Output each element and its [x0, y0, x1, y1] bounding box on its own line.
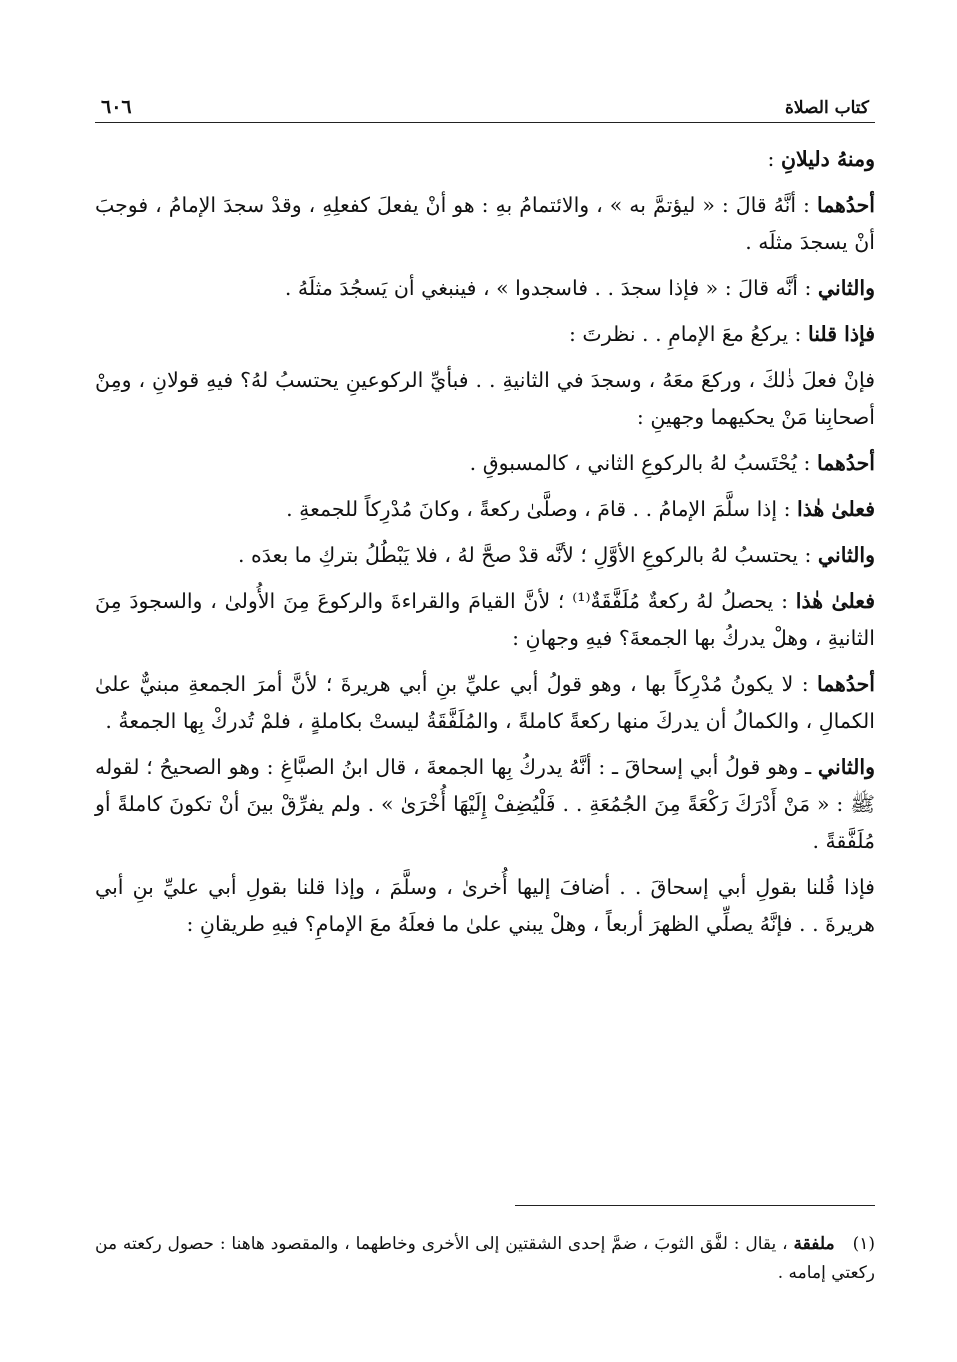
paragraph — [95, 666, 875, 740]
paragraph — [95, 537, 875, 574]
paragraph-text: : يحتسبُ لهُ بالركوعِ الأوَّلِ ؛ لأنَّه قدْ صحَّ لهُ ، فلا يَبْطُلُ بتركِ ما بعدَه . — [238, 543, 818, 567]
footnote-term: ملفقة — [793, 1234, 835, 1254]
paragraph-lead: ومنهُ دليلانِ — [780, 147, 875, 171]
footnote-number: (١) — [852, 1234, 875, 1254]
paragraph-text: : لا يكونُ مُدْرِكاً بها ، وهو قولُ أبي عليِّ بنِ أبي هريرةَ ؛ لأنَّ أمرَ الجمعةِ مبنيٌّ علىٰ الكمالِ ، والكمالُ أن يدركَ منها ركعةً كاملةً ، والمُلَفَّقَةُ ليستْ بكاملةٍ ، فلمْ تُدركْ بِها الجمعةُ . — [95, 672, 875, 733]
footnote-text: ، يقال : لفَّق الثوبَ ، ضمَّ إحدى الشقتين إلى الأخرى وخاطهما ، والمقصود هاهنا : حصول ركعته من ركعتي إمامه . — [95, 1234, 875, 1283]
paragraph — [95, 445, 875, 482]
paragraph-text: فإذا قُلنا بقولِ أبي إسحاقَ . . أضافَ إليها أُخرىٰ ، وسلَّمَ ، وإذا قلنا بقولِ أبي عليِّ بنِ أبي هريرةَ . . فإنَّهُ يصلِّي الظهرَ أربعاً ، وهلْ يبني علىٰ ما فعلَهُ معَ الإمامِ؟ فيهِ طريقانِ : — [95, 875, 875, 936]
paragraph-lead: والثاني — [817, 276, 875, 300]
paragraph-lead: فإذا قلنا — [807, 322, 875, 346]
page-number: ٦٠٦ — [101, 96, 132, 118]
paragraph — [95, 362, 875, 436]
page — [95, 80, 875, 952]
book-title: كتاب الصلاة — [784, 98, 869, 118]
paragraph-text: : أنَّه قالَ : « فإذا سجدَ . . فاسجدوا » ، فينبغي أن يَسجُدَ مثلَهُ . — [284, 276, 818, 300]
paragraph — [95, 316, 875, 353]
running-header — [95, 80, 875, 123]
paragraph — [95, 187, 875, 261]
paragraph-lead: أحدُهما — [816, 451, 875, 475]
paragraph-lead: فعلىٰ هٰذا — [797, 497, 875, 521]
paragraph-lead: أحدُهما — [816, 193, 875, 217]
paragraph-text: فإنْ فعلَ ذٰلكَ ، وركعَ معَهُ ، وسجدَ في الثانيةِ . . فبأيِّ الركوعينِ يحتسبُ لهُ؟ فيهِ قولانِ ، ومِنْ أصحابِنا مَنْ يحكيهما وجهينِ : — [95, 368, 875, 429]
body-text — [95, 141, 875, 943]
paragraph-text: : يحصلُ لهُ ركعةٌ مُلَفَّقَةٌ⁽¹⁾ ؛ لأنَّ القيامَ والقراءةَ والركوعَ مِنَ الأُولىٰ ، والسجودَ مِنَ الثانيةِ ، وهلْ يدركُ بها الجمعةَ؟ فيهِ وجهانِ : — [95, 589, 875, 650]
paragraph — [95, 869, 875, 943]
paragraph-text: : أنَّهُ قالَ : « ليؤتمَّ به » ، والائتمامُ بهِ : هو أنْ يفعلَ كفعلِهِ ، وقدْ سجدَ الإمامُ ، فوجبَ أنْ يسجدَ مثلَه . — [95, 193, 875, 254]
footnote — [95, 1230, 875, 1288]
paragraph-text: : — [767, 147, 781, 171]
paragraph-text: : إذا سلَّمَ الإمامُ . . قامَ ، وصلَّىٰ ركعةً ، وكانَ مُدْرِكاً للجمعةِ . — [286, 497, 798, 521]
paragraph-lead: أحدُهما — [816, 672, 875, 696]
paragraph — [95, 141, 875, 178]
paragraph — [95, 749, 875, 860]
paragraph — [95, 491, 875, 528]
paragraph-text: ـ وهو قولُ أبي إسحاقَ ـ : أنَّهُ يدركُ بِها الجمعةَ ، قال ابنُ الصبَّاغِ : وهو الصحيحُ ؛ لقوله ﷺ : « مَنْ أَدْرَكَ رَكْعَةً مِنَ الجُمُعَةِ . . فَلْيُضِفْ إِلَيْهَا أُخْرَىٰ » . ولم يفرِّقْ بينَ أنْ تكونَ كاملةً أو مُلَفَّقةً . — [95, 755, 875, 853]
paragraph — [95, 270, 875, 307]
paragraph — [95, 583, 875, 657]
paragraph-lead: والثاني — [817, 543, 875, 567]
paragraph-lead: فعلىٰ هٰذا — [795, 589, 876, 613]
paragraph-text: : يركعُ معَ الإمامِ . . نظرتَ : — [568, 322, 808, 346]
paragraph-text: : يُحْتَسبُ لهُ بالركوعِ الثاني ، كالمسبوقِ . — [469, 451, 817, 475]
footnote-divider — [515, 1205, 875, 1206]
paragraph-lead: والثاني — [817, 755, 875, 779]
